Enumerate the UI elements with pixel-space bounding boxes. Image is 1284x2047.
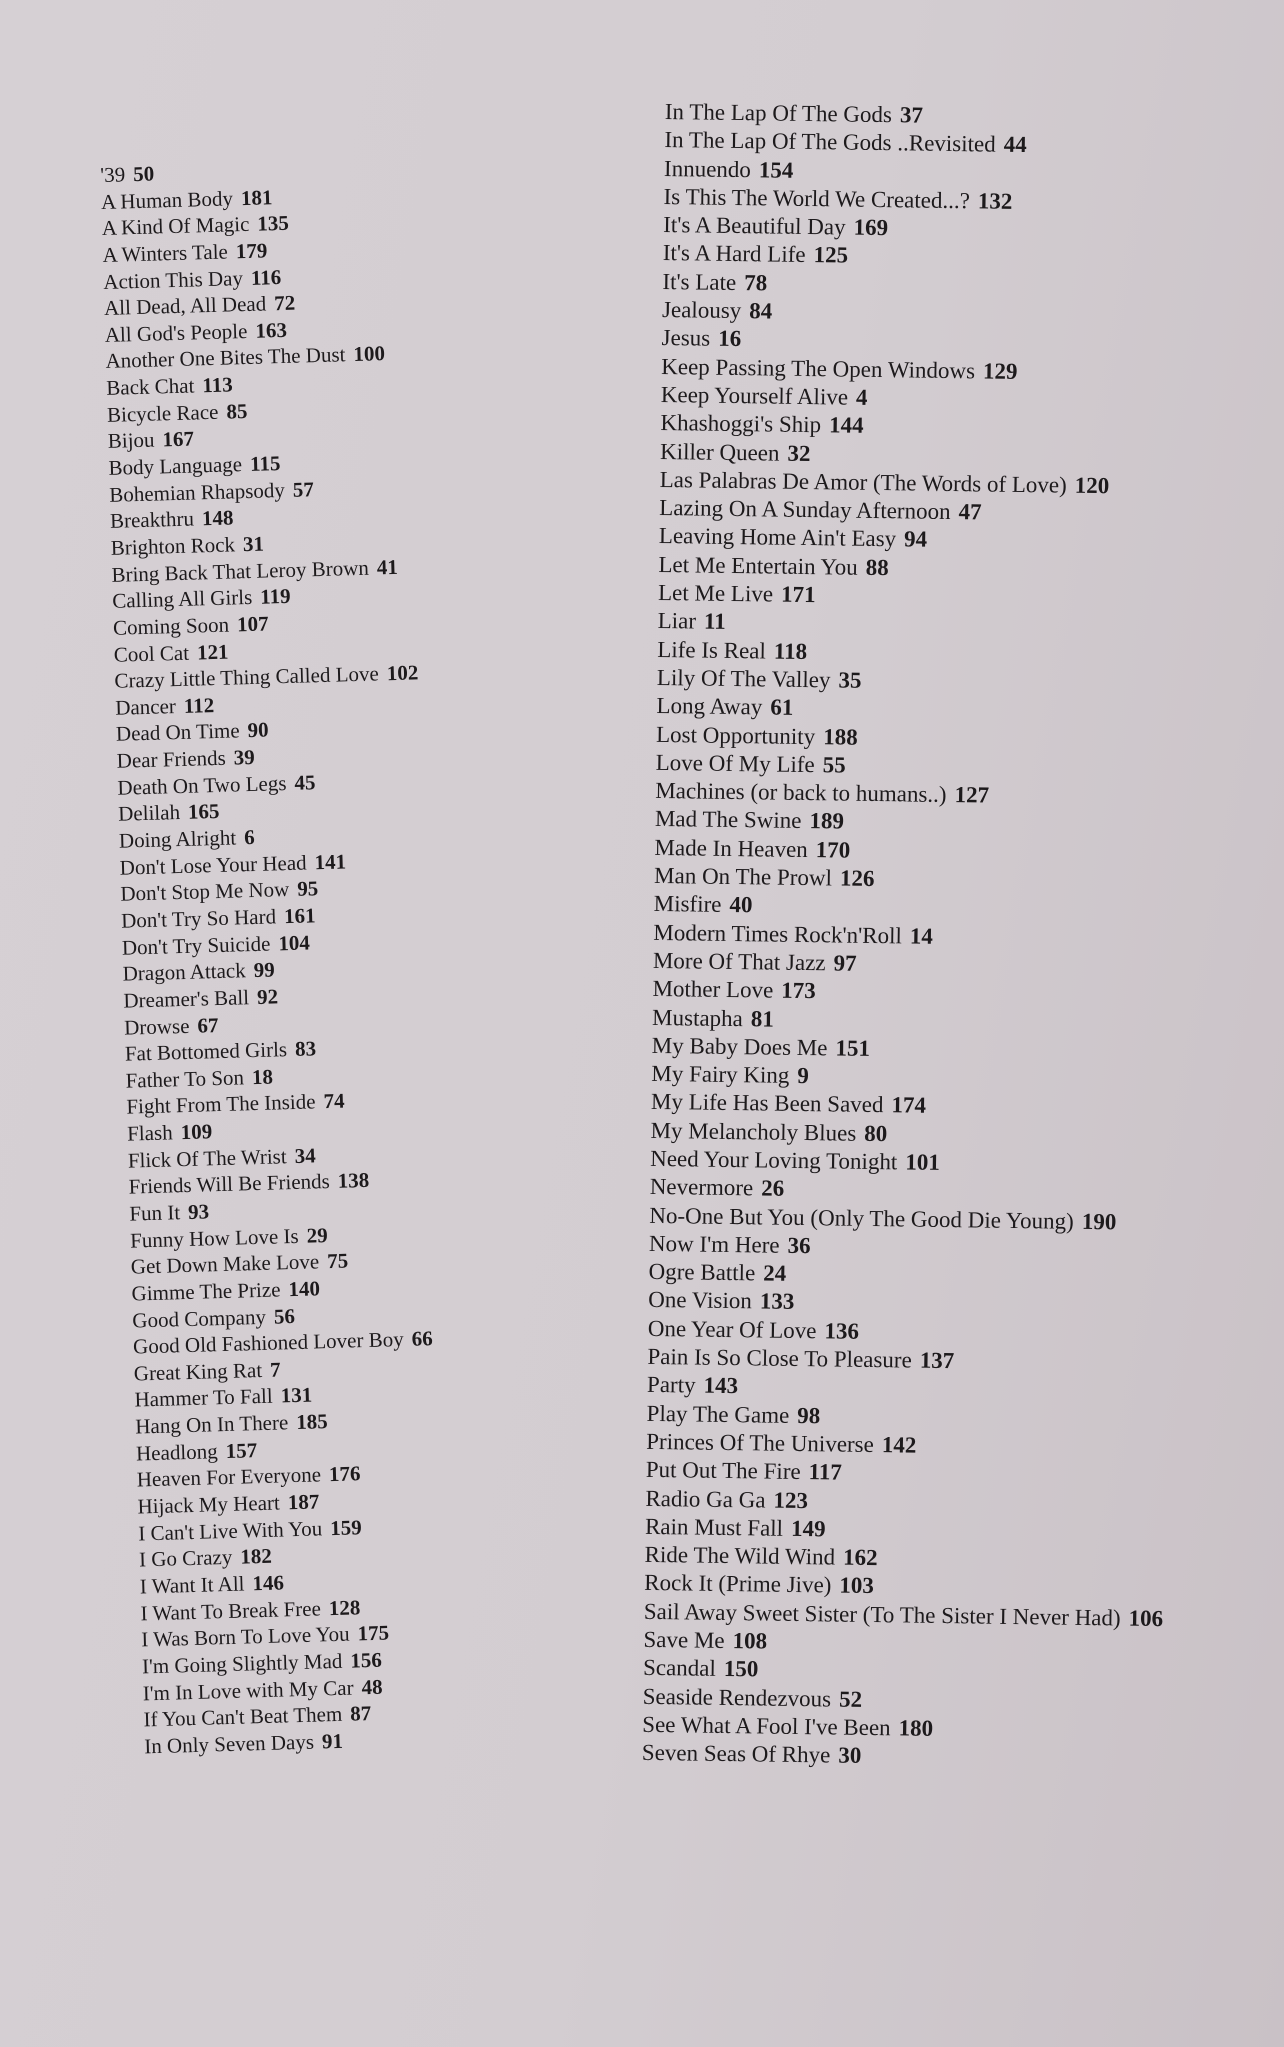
song-title: If You Can't Beat Them bbox=[143, 1702, 343, 1732]
page-number: 173 bbox=[781, 977, 816, 1004]
song-title: Mustapha bbox=[651, 1004, 744, 1031]
song-title: Father To Son bbox=[125, 1065, 245, 1093]
song-title: It's Late bbox=[662, 268, 737, 295]
song-title: My Melancholy Blues bbox=[650, 1117, 857, 1146]
song-title: Rain Must Fall bbox=[644, 1513, 784, 1541]
page-number: 129 bbox=[982, 358, 1018, 384]
song-index-left-column bbox=[100, 150, 574, 1760]
song-title: Dancer bbox=[114, 693, 177, 720]
song-title: Scandal bbox=[642, 1655, 717, 1682]
page-number: 118 bbox=[773, 638, 808, 664]
page-number: 148 bbox=[201, 505, 234, 531]
song-title: Ogre Battle bbox=[648, 1259, 756, 1286]
song-title: In Only Seven Days bbox=[143, 1729, 315, 1759]
song-title: Leaving Home Ain't Easy bbox=[658, 523, 897, 552]
song-title: Bijou bbox=[107, 427, 155, 454]
song-title: Dreamer's Ball bbox=[123, 985, 250, 1013]
page-number: 150 bbox=[723, 1656, 759, 1682]
page-number: 29 bbox=[306, 1222, 328, 1248]
page-number: 36 bbox=[787, 1232, 811, 1259]
page-number: 31 bbox=[242, 531, 265, 557]
song-title: No-One But You (Only The Good Die Young) bbox=[649, 1202, 1075, 1234]
page-number: 74 bbox=[323, 1088, 345, 1114]
song-title: Modern Times Rock'n'Roll bbox=[653, 919, 903, 948]
song-title: I Go Crazy bbox=[138, 1545, 233, 1572]
song-title: Fun It bbox=[129, 1200, 181, 1226]
song-title: Keep Passing The Open Windows bbox=[661, 353, 976, 384]
song-title: One Year Of Love bbox=[647, 1315, 817, 1343]
page-number: 100 bbox=[353, 341, 386, 367]
page-number: 95 bbox=[296, 876, 319, 902]
page-number: 14 bbox=[909, 923, 934, 949]
page-number: 40 bbox=[729, 892, 753, 918]
song-title: Fight From The Inside bbox=[126, 1089, 316, 1120]
song-title: My Baby Does Me bbox=[651, 1032, 828, 1061]
song-title: I'm In Love with My Car bbox=[142, 1675, 354, 1705]
song-title: '39 bbox=[100, 162, 126, 187]
page-number: 135 bbox=[257, 211, 290, 236]
page-number: 92 bbox=[256, 984, 279, 1009]
song-title: Good Old Fashioned Lover Boy bbox=[132, 1327, 404, 1359]
page-number: 85 bbox=[226, 398, 248, 424]
song-title: Long Away bbox=[656, 693, 763, 720]
song-title: Coming Soon bbox=[112, 612, 230, 640]
page-number: 190 bbox=[1081, 1208, 1117, 1234]
page-number: 116 bbox=[250, 264, 282, 290]
song-title: In The Lap Of The Gods ..Revisited bbox=[664, 127, 996, 157]
song-title: Radio Ga Ga bbox=[645, 1485, 766, 1513]
song-title: Bohemian Rhapsody bbox=[108, 477, 286, 507]
song-title: A Winters Tale bbox=[102, 239, 229, 267]
song-title: Seaside Rendezvous bbox=[642, 1683, 832, 1712]
song-title: Dear Friends bbox=[116, 745, 227, 773]
song-title: Don't Lose Your Head bbox=[119, 850, 307, 880]
song-title: I Want It All bbox=[139, 1571, 245, 1599]
song-title: Jesus bbox=[661, 325, 711, 352]
song-title: Sail Away Sweet Sister (To The Sister I Never Had) bbox=[643, 1598, 1121, 1631]
page-number: 102 bbox=[386, 660, 419, 686]
song-title: Princes Of The Universe bbox=[646, 1428, 875, 1457]
page-number: 78 bbox=[744, 269, 768, 296]
page-number: 106 bbox=[1128, 1605, 1164, 1631]
song-title: It's A Beautiful Day bbox=[663, 212, 846, 240]
song-title: Crazy Little Thing Called Love bbox=[114, 661, 380, 693]
page-number: 9 bbox=[797, 1063, 810, 1089]
song-title: Jealousy bbox=[661, 297, 742, 324]
page-number: 180 bbox=[898, 1715, 934, 1741]
song-title: Let Me Entertain You bbox=[658, 551, 858, 580]
page-number: 72 bbox=[273, 290, 296, 316]
song-title: In The Lap Of The Gods bbox=[664, 98, 893, 128]
page-number: 174 bbox=[891, 1092, 927, 1119]
song-title: Get Down Make Love bbox=[130, 1249, 320, 1279]
song-title: A Human Body bbox=[100, 185, 234, 214]
song-title: Doing Alright bbox=[118, 825, 237, 853]
song-title: Brighton Rock bbox=[110, 532, 236, 560]
song-title: My Fairy King bbox=[651, 1060, 790, 1088]
page-number: 162 bbox=[842, 1544, 878, 1571]
page-number: 83 bbox=[294, 1036, 317, 1062]
song-title: Don't Stop Me Now bbox=[120, 877, 290, 907]
song-title: Lazing On A Sunday Afternoon bbox=[659, 495, 951, 525]
page-number: 55 bbox=[822, 752, 846, 778]
page-number: 151 bbox=[835, 1035, 871, 1061]
song-title: Heaven For Everyone bbox=[136, 1462, 322, 1492]
page-number: 141 bbox=[314, 849, 347, 874]
song-title: I Want To Break Free bbox=[140, 1595, 322, 1626]
page-number: 88 bbox=[865, 554, 889, 580]
song-title: Flick Of The Wrist bbox=[127, 1143, 287, 1173]
page-number: 136 bbox=[824, 1318, 860, 1344]
page-number: 123 bbox=[773, 1487, 809, 1513]
page-number: 187 bbox=[287, 1489, 320, 1515]
page-number: 169 bbox=[853, 214, 889, 241]
page-number: 138 bbox=[337, 1168, 370, 1194]
song-title: Keep Yourself Alive bbox=[660, 381, 849, 410]
song-title: Rock It (Prime Jive) bbox=[644, 1570, 832, 1598]
page-number: 167 bbox=[162, 426, 195, 452]
song-title: Killer Queen bbox=[659, 438, 780, 466]
page-number: 159 bbox=[329, 1514, 363, 1540]
page-number: 30 bbox=[838, 1742, 862, 1769]
song-title: All God's People bbox=[104, 318, 248, 347]
page-number: 56 bbox=[273, 1303, 296, 1329]
song-title: Misfire bbox=[653, 891, 722, 918]
song-title: More Of That Jazz bbox=[652, 947, 826, 976]
page-number: 121 bbox=[196, 639, 229, 665]
song-title: Mad The Swine bbox=[654, 806, 802, 834]
song-title: Headlong bbox=[135, 1438, 219, 1466]
page-number: 144 bbox=[828, 412, 864, 439]
page-number: 7 bbox=[269, 1357, 281, 1382]
song-title: Now I'm Here bbox=[648, 1230, 780, 1258]
song-title: Party bbox=[646, 1372, 696, 1398]
page-number: 45 bbox=[294, 769, 316, 795]
page-number: 107 bbox=[236, 611, 269, 637]
song-title: Dead On Time bbox=[115, 718, 240, 747]
page-number: 47 bbox=[958, 499, 982, 525]
page-number: 4 bbox=[855, 384, 868, 410]
page-number: 37 bbox=[899, 102, 924, 128]
page-number: 24 bbox=[763, 1260, 787, 1286]
page-number: 189 bbox=[809, 808, 845, 834]
page-number: 61 bbox=[770, 694, 794, 721]
page-number: 132 bbox=[977, 188, 1013, 214]
song-title: Death On Two Legs bbox=[117, 770, 287, 800]
song-index-right-column bbox=[642, 98, 1225, 1775]
song-title: Good Company bbox=[132, 1304, 267, 1333]
page-number: 52 bbox=[838, 1686, 863, 1712]
page-number: 154 bbox=[758, 156, 794, 183]
page-number: 185 bbox=[295, 1409, 329, 1435]
page-number: 181 bbox=[240, 184, 273, 210]
song-title: Gimme The Prize bbox=[131, 1277, 281, 1306]
page-number: 41 bbox=[376, 554, 399, 580]
page-number: 165 bbox=[187, 799, 220, 825]
song-title: Bicycle Race bbox=[106, 399, 219, 427]
song-title: Love Of My Life bbox=[655, 749, 815, 777]
page-number: 146 bbox=[252, 1570, 285, 1596]
page-number: 99 bbox=[253, 957, 276, 983]
song-title: I'm Going Slightly Mad bbox=[141, 1648, 343, 1679]
song-title: Bring Back That Leroy Brown bbox=[111, 555, 370, 587]
page-number: 175 bbox=[357, 1620, 390, 1646]
page-number: 131 bbox=[280, 1383, 313, 1408]
page-number: 117 bbox=[808, 1459, 843, 1485]
page-number: 140 bbox=[288, 1276, 321, 1302]
song-title: Need Your Loving Tonight bbox=[650, 1145, 898, 1175]
page-number: 84 bbox=[749, 298, 773, 324]
page-number: 179 bbox=[235, 238, 268, 264]
page-number: 16 bbox=[718, 326, 742, 352]
page-number: 91 bbox=[321, 1728, 344, 1754]
page-number: 112 bbox=[183, 692, 215, 718]
song-title: See What A Fool I've Been bbox=[642, 1711, 891, 1741]
page-number: 44 bbox=[1003, 132, 1027, 158]
page-number: 93 bbox=[187, 1199, 210, 1224]
page-number: 176 bbox=[328, 1461, 361, 1487]
page-number: 125 bbox=[813, 242, 849, 269]
song-title: My Life Has Been Saved bbox=[650, 1089, 884, 1118]
page-number: 108 bbox=[732, 1628, 768, 1654]
page-number: 171 bbox=[780, 581, 816, 608]
song-title: Lost Opportunity bbox=[655, 721, 816, 749]
page-number: 94 bbox=[903, 526, 928, 553]
song-title: Fat Bottomed Girls bbox=[124, 1037, 288, 1066]
page-number: 34 bbox=[294, 1143, 316, 1168]
page-number: 157 bbox=[225, 1437, 258, 1463]
page-number: 67 bbox=[197, 1012, 219, 1038]
song-title: Cool Cat bbox=[113, 640, 190, 667]
song-title: A Kind Of Magic bbox=[101, 212, 250, 241]
page-number: 119 bbox=[259, 584, 291, 609]
song-title: Drowse bbox=[123, 1013, 190, 1040]
page-number: 120 bbox=[1074, 472, 1110, 499]
page-number: 39 bbox=[233, 745, 256, 770]
page-number: 161 bbox=[283, 903, 316, 929]
song-title: Great King Rat bbox=[133, 1357, 263, 1386]
page-number: 87 bbox=[349, 1701, 372, 1726]
song-title: Back Chat bbox=[105, 373, 195, 401]
song-title: Mother Love bbox=[652, 976, 774, 1003]
song-title: Nevermore bbox=[649, 1174, 754, 1201]
page-number: 26 bbox=[761, 1175, 785, 1202]
page-number: 6 bbox=[243, 824, 256, 850]
song-title: Flash bbox=[126, 1120, 173, 1146]
page-number: 80 bbox=[864, 1120, 888, 1146]
song-title: I Was Born To Love You bbox=[140, 1621, 350, 1652]
page-number: 103 bbox=[839, 1573, 875, 1599]
song-title: Another One Bites The Dust bbox=[105, 342, 346, 374]
page-number: 126 bbox=[839, 865, 875, 892]
page-number: 127 bbox=[954, 782, 990, 808]
page-number: 128 bbox=[328, 1594, 361, 1620]
page-number: 81 bbox=[750, 1005, 775, 1032]
song-title: Life Is Real bbox=[657, 636, 767, 664]
song-title: Play The Game bbox=[646, 1400, 790, 1428]
song-title: Delilah bbox=[117, 800, 181, 827]
page-number: 115 bbox=[249, 451, 281, 476]
song-title: Made In Heaven bbox=[654, 834, 808, 862]
song-title: One Vision bbox=[648, 1287, 753, 1314]
song-title: Pain Is So Close To Pleasure bbox=[647, 1343, 912, 1373]
song-title: All Dead, All Dead bbox=[103, 291, 267, 321]
song-title: Ride The Wild Wind bbox=[644, 1541, 836, 1570]
song-title: Action This Day bbox=[103, 265, 244, 294]
page-number: 109 bbox=[180, 1119, 213, 1145]
song-title: Las Palabras De Amor (The Words of Love) bbox=[659, 466, 1067, 498]
song-title: Khashoggi's Ship bbox=[660, 410, 822, 438]
page-number: 57 bbox=[292, 476, 315, 502]
page-number: 104 bbox=[278, 930, 311, 955]
song-title: Dragon Attack bbox=[122, 958, 247, 986]
page-number: 113 bbox=[202, 372, 234, 398]
song-title: Breakthru bbox=[109, 506, 195, 534]
page-number: 18 bbox=[251, 1064, 274, 1089]
page-number: 35 bbox=[838, 667, 862, 693]
page-number: 50 bbox=[132, 161, 155, 187]
page-number: 137 bbox=[919, 1347, 955, 1374]
song-title: It's A Hard Life bbox=[662, 240, 806, 268]
song-title: Machines (or back to humans..) bbox=[655, 778, 947, 808]
page-number: 97 bbox=[833, 950, 857, 976]
page-number: 170 bbox=[815, 836, 851, 863]
page-number: 133 bbox=[759, 1288, 795, 1315]
page-number: 149 bbox=[790, 1515, 826, 1542]
page-number: 101 bbox=[905, 1149, 940, 1175]
page-number: 66 bbox=[411, 1326, 433, 1351]
page-number: 143 bbox=[703, 1373, 739, 1399]
page-number: 48 bbox=[361, 1674, 383, 1699]
song-title: Don't Try Suicide bbox=[121, 931, 271, 960]
page-number: 32 bbox=[787, 440, 811, 466]
page-number: 163 bbox=[255, 317, 288, 343]
song-title: Seven Seas Of Rhye bbox=[641, 1740, 831, 1768]
song-title: Is This The World We Created...? bbox=[663, 183, 971, 214]
song-title: I Can't Live With You bbox=[137, 1516, 323, 1546]
song-title: Friends Will Be Friends bbox=[128, 1169, 331, 1199]
page-number: 90 bbox=[247, 717, 269, 743]
song-title: Man On The Prowl bbox=[653, 862, 833, 891]
page-number: 182 bbox=[239, 1544, 273, 1569]
page-number: 98 bbox=[797, 1402, 821, 1428]
song-title: Lily Of The Valley bbox=[656, 664, 831, 693]
song-title: Put Out The Fire bbox=[645, 1457, 801, 1485]
song-title: Liar bbox=[657, 608, 697, 634]
page-number: 75 bbox=[326, 1248, 349, 1274]
song-title: Let Me Live bbox=[657, 579, 774, 607]
song-title: Hang On In There bbox=[134, 1410, 289, 1439]
song-title: Don't Try So Hard bbox=[120, 904, 277, 933]
song-title: Hijack My Heart bbox=[137, 1490, 281, 1519]
song-title: Calling All Girls bbox=[111, 585, 253, 614]
page-number: 156 bbox=[349, 1647, 383, 1673]
page-number: 188 bbox=[823, 723, 858, 750]
song-title: Hammer To Fall bbox=[134, 1384, 273, 1412]
song-title: Save Me bbox=[643, 1626, 725, 1654]
page-number: 142 bbox=[881, 1432, 917, 1458]
song-title: Body Language bbox=[108, 452, 243, 480]
page-number: 11 bbox=[703, 608, 726, 635]
song-title: Funny How Love Is bbox=[129, 1223, 299, 1253]
song-title: Innuendo bbox=[663, 155, 752, 182]
